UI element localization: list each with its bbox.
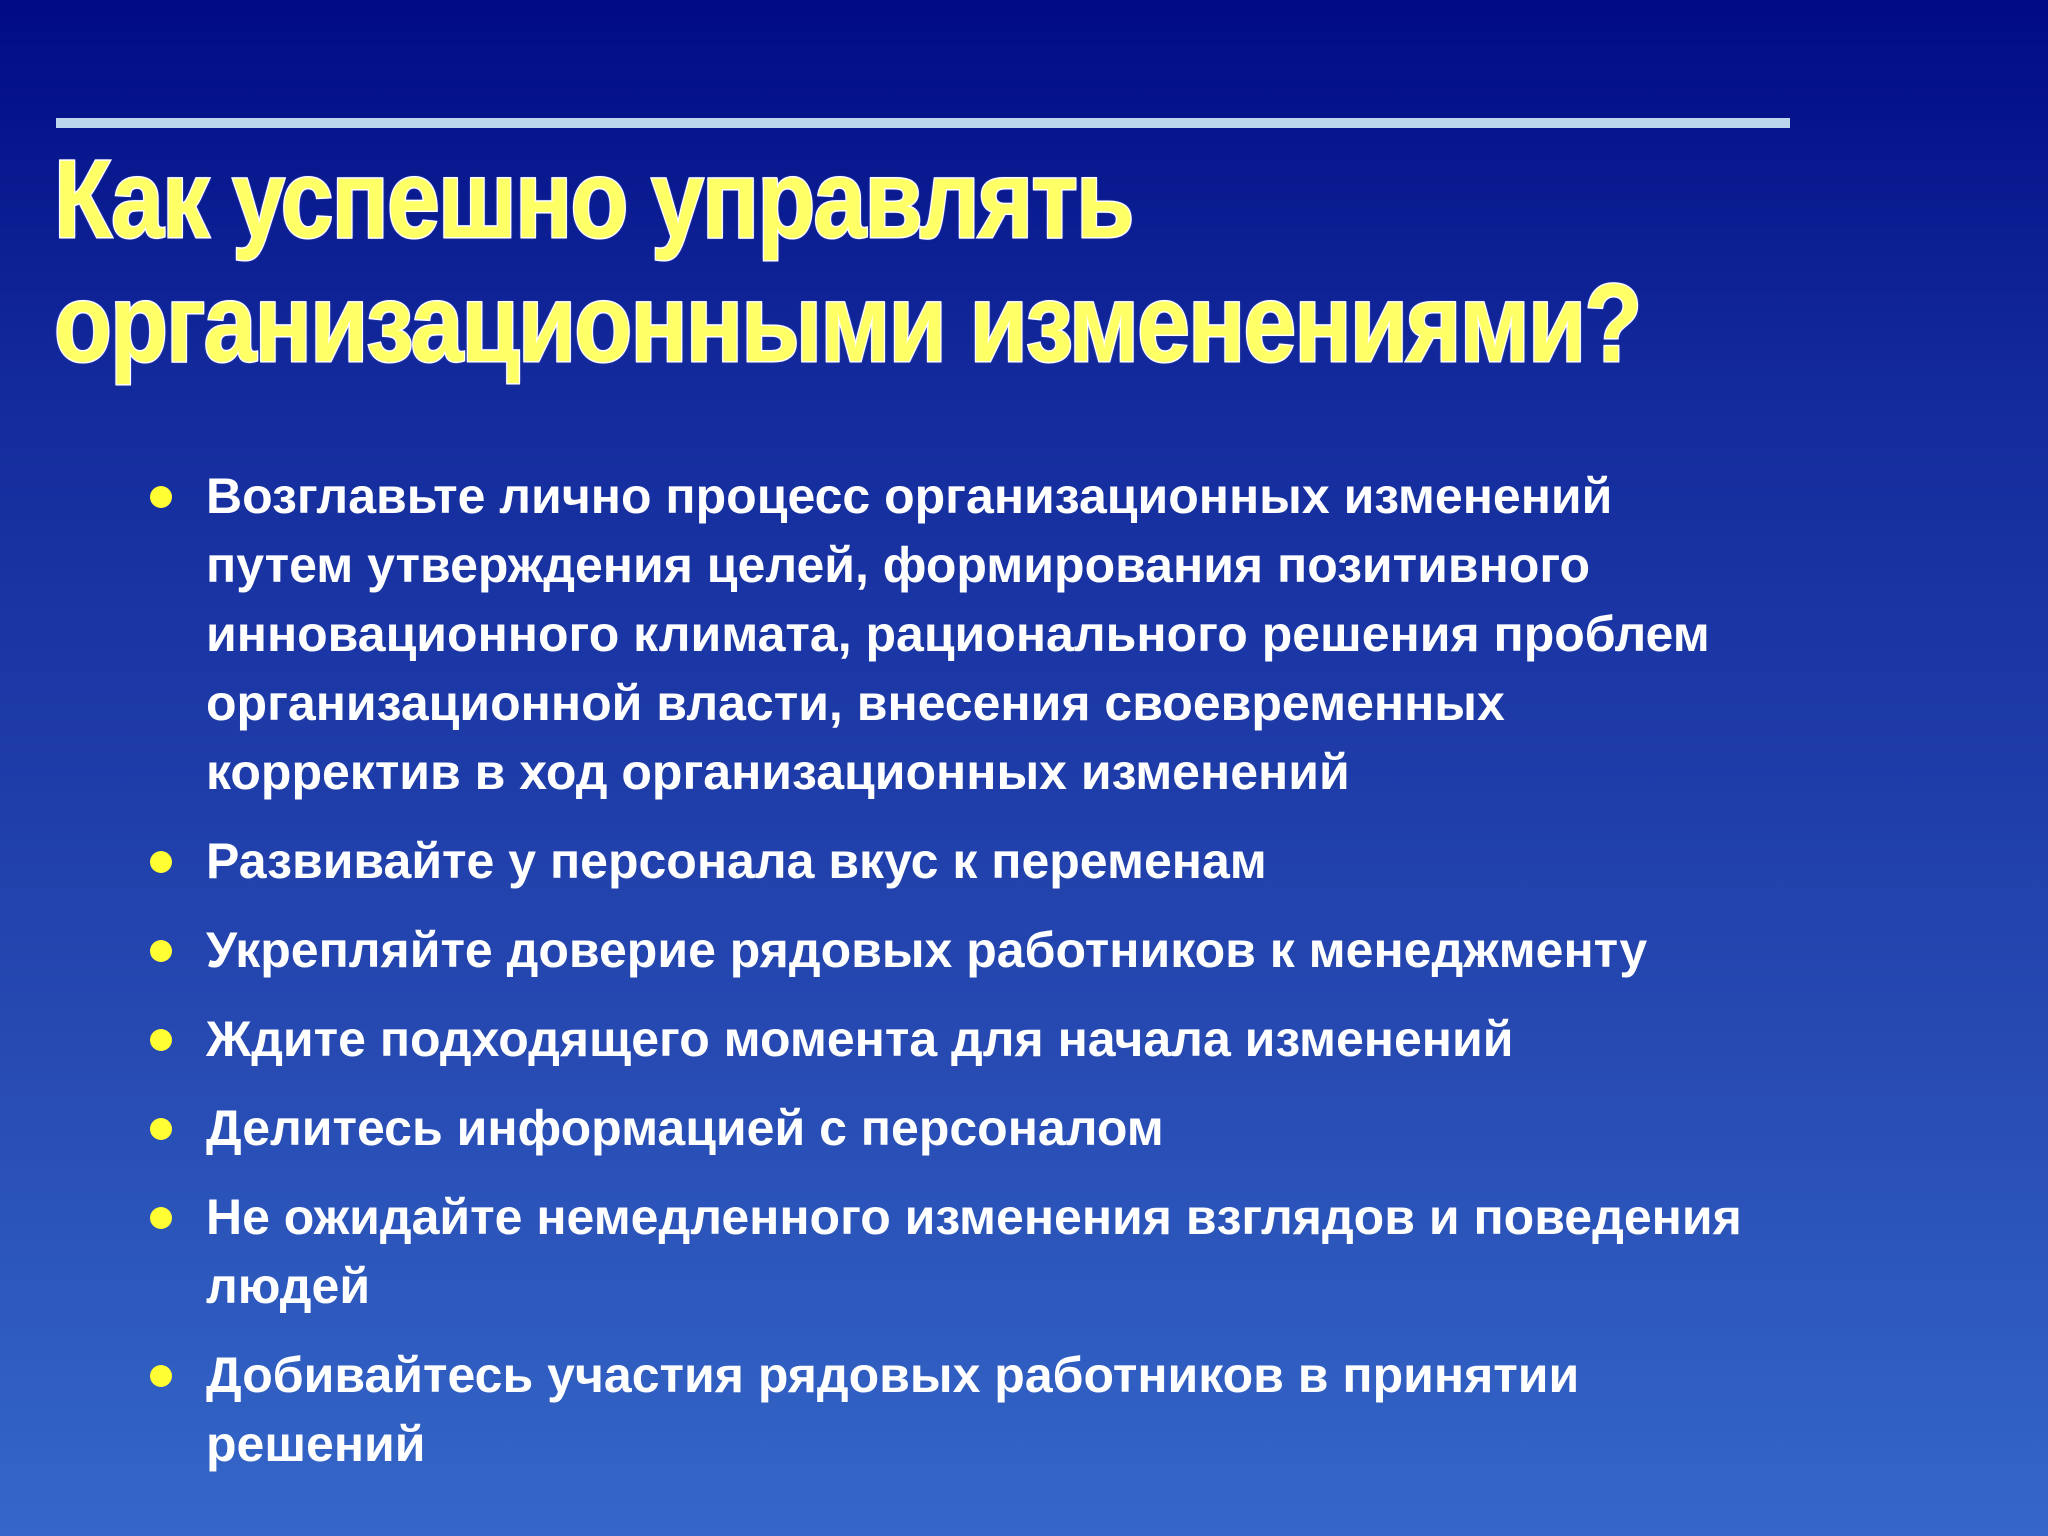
bullet-item — [146, 827, 1986, 896]
bullet-text-line: Развивайте у персонала вкус к переменам — [206, 833, 1267, 889]
bullet-dot-icon — [150, 486, 172, 508]
bullet-text-line: Не ожидайте немедленного изменения взглядов и поведения — [206, 1189, 1742, 1245]
bullet-item — [146, 462, 1986, 807]
bullet-dot-icon — [150, 851, 172, 873]
bullet-text-line: Делитесь информацией с персоналом — [206, 1100, 1164, 1156]
slide-title — [54, 138, 1688, 386]
bullet-dot-icon — [150, 1207, 172, 1229]
bullet-item — [146, 1341, 1986, 1479]
bullet-dot-icon — [150, 940, 172, 962]
bullet-text-line: людей — [206, 1258, 371, 1314]
bullet-dot-icon — [150, 1118, 172, 1140]
bullet-item — [146, 1183, 1986, 1321]
bullet-text-line: корректив в ход организационных изменений — [206, 744, 1350, 800]
bullet-item — [146, 1005, 1986, 1074]
bullet-dot-icon — [150, 1029, 172, 1051]
bullet-text-line: инновационного климата, рационального решения проблем — [206, 606, 1710, 662]
bullet-text-line: Укрепляйте доверие рядовых работников к менеджменту — [206, 922, 1648, 978]
bullet-text-line: Возглавьте лично процесс организационных изменений — [206, 468, 1613, 524]
bullet-dot-icon — [150, 1365, 172, 1387]
bullet-list — [146, 462, 1986, 1499]
bullet-text-line: Ждите подходящего момента для начала изменений — [206, 1011, 1514, 1067]
bullet-text-line: решений — [206, 1416, 426, 1472]
bullet-item — [146, 1094, 1986, 1163]
bullet-text-line: организационной власти, внесения своевременных — [206, 675, 1505, 731]
title-divider-rule — [56, 118, 1790, 128]
slide-title-line-1: Как успешно управлять — [54, 138, 1133, 261]
bullet-text-line: путем утверждения целей, формирования позитивного — [206, 537, 1591, 593]
slide-title-line-2: организационными изменениями? — [54, 262, 1641, 385]
bullet-item — [146, 916, 1986, 985]
bullet-text-line: Добивайтесь участия рядовых работников в принятии — [206, 1347, 1580, 1403]
